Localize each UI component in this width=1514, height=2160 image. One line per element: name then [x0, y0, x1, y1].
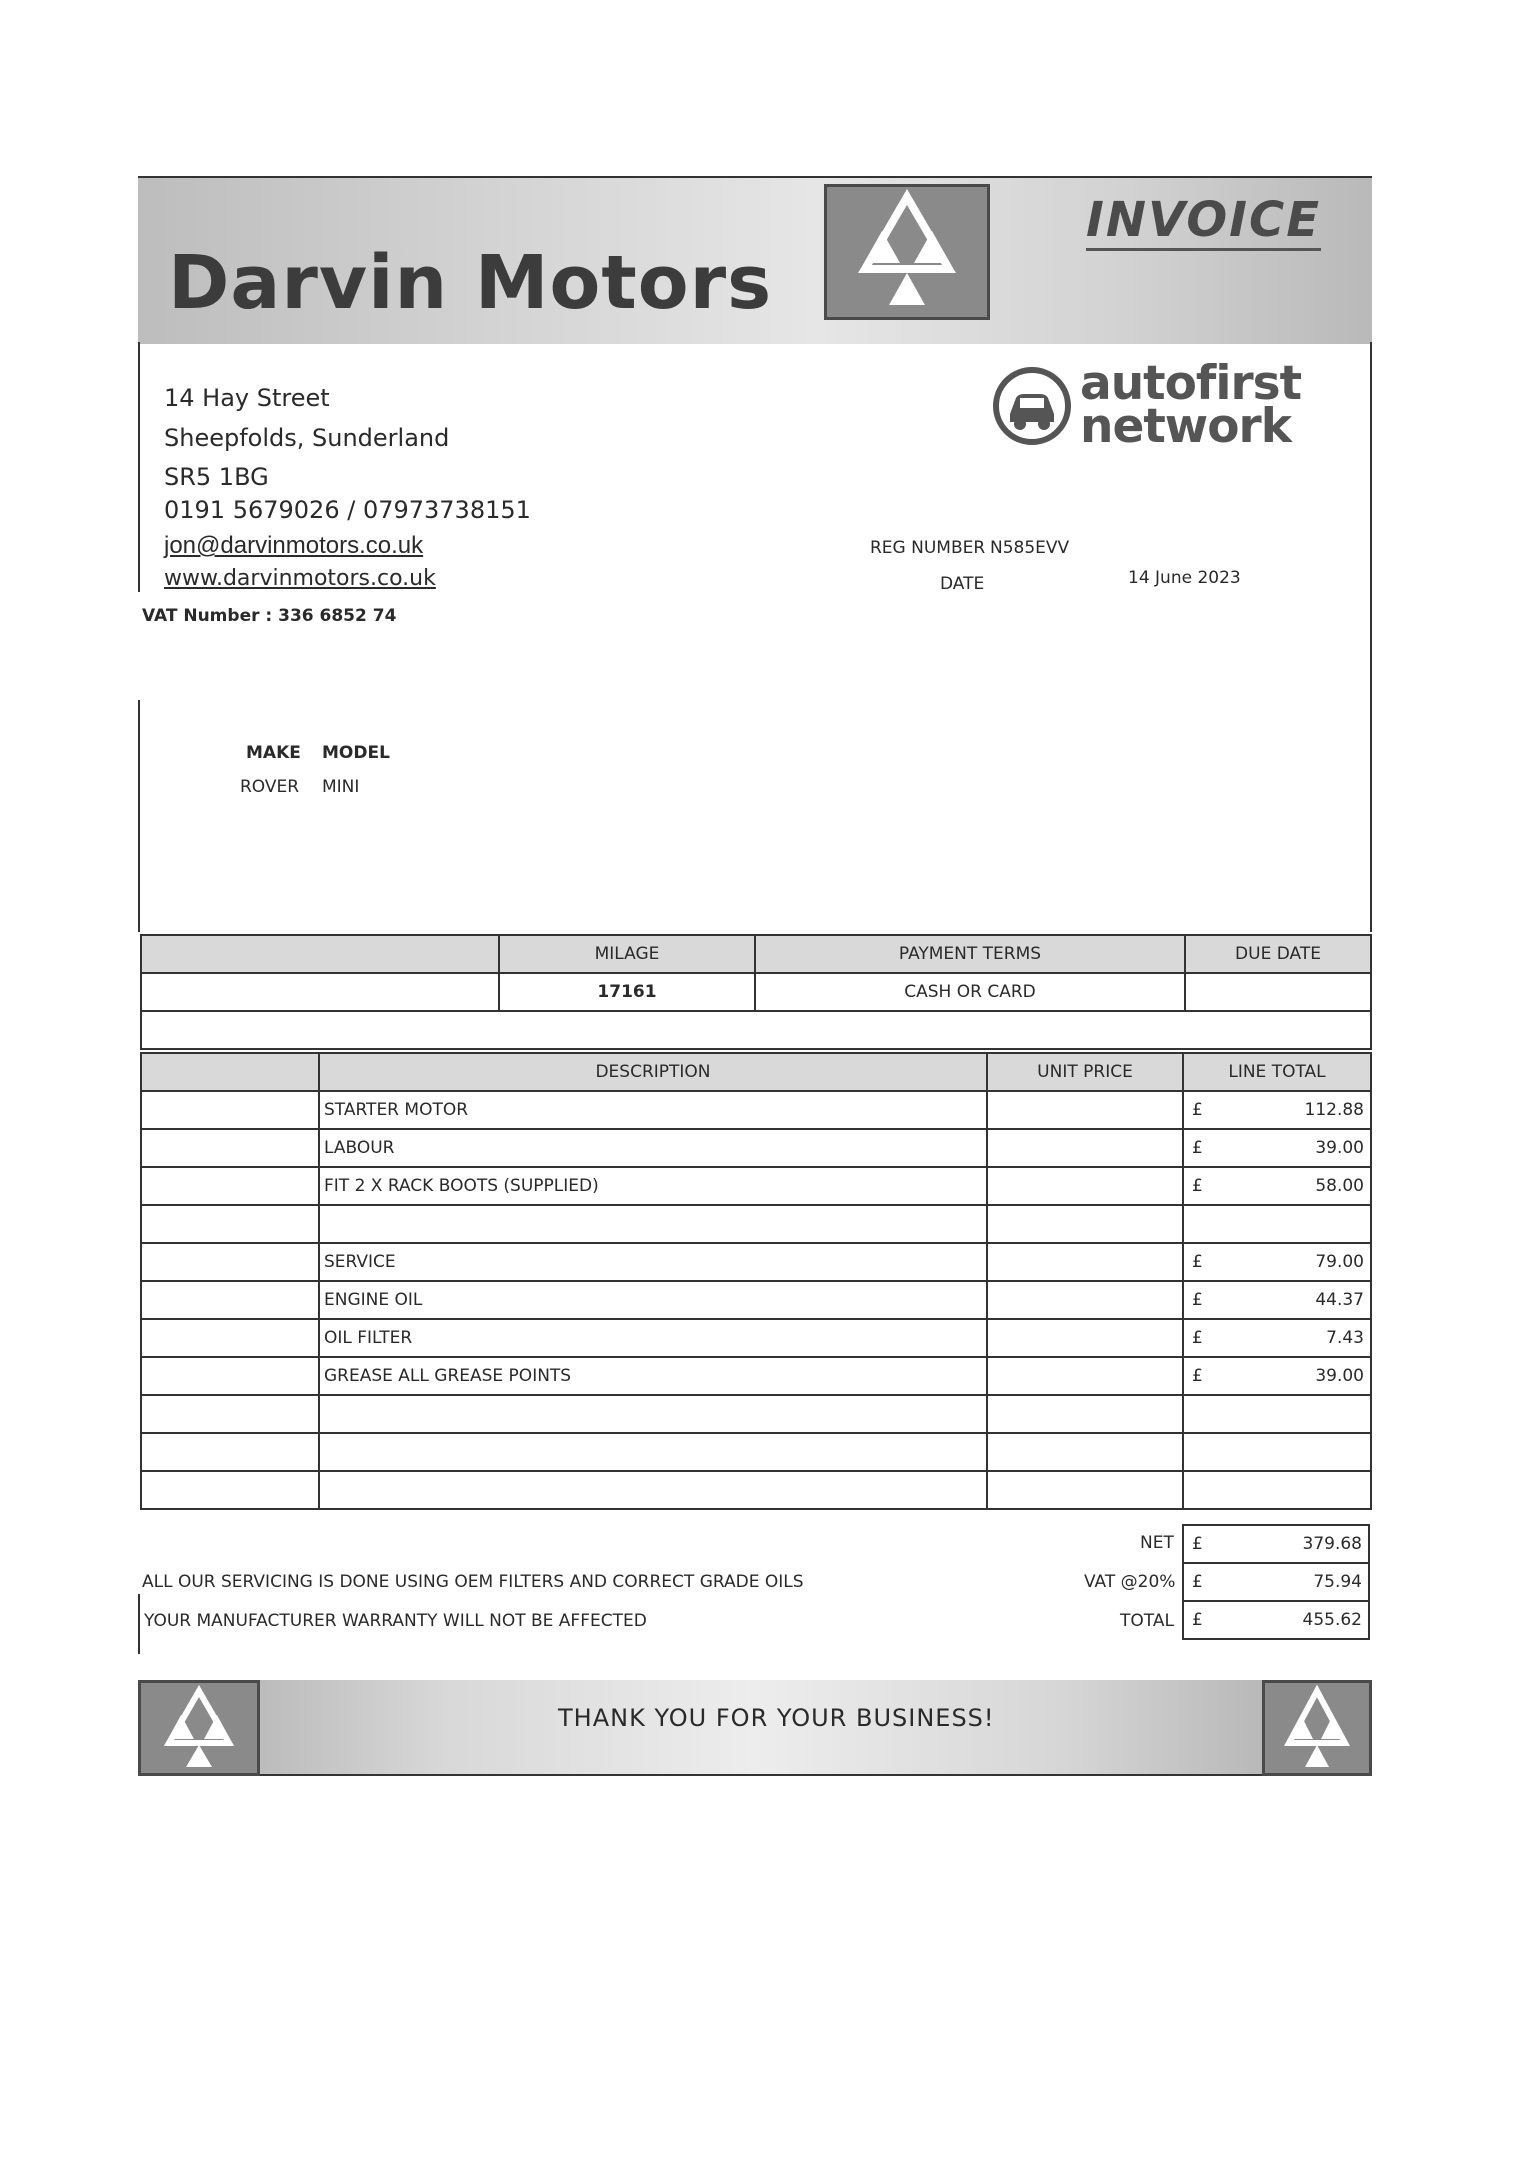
item-unit-price	[987, 1319, 1183, 1357]
item-description: FIT 2 X RACK BOOTS (SUPPLIED)	[319, 1167, 987, 1205]
terms-blank-header	[141, 935, 499, 973]
item-description: ENGINE OIL	[319, 1281, 987, 1319]
table-row	[141, 1471, 1371, 1509]
item-description	[319, 1471, 987, 1509]
reg-number-value: N585EVV	[990, 538, 1070, 558]
table-row	[141, 1205, 1371, 1243]
row-blank-cell	[141, 1129, 319, 1167]
row-blank-cell	[141, 1319, 319, 1357]
item-description: SERVICE	[319, 1243, 987, 1281]
model-value: MINI	[322, 777, 360, 797]
invoice-footer	[138, 1680, 1372, 1776]
website-link[interactable]: www.darvinmotors.co.uk	[164, 566, 436, 591]
payment-terms-value: CASH OR CARD	[755, 973, 1185, 1011]
row-blank-cell	[141, 1395, 319, 1433]
notes-line1: ALL OUR SERVICING IS DONE USING OEM FILTERS AND CORRECT GRADE OILS	[142, 1572, 804, 1592]
total-label: TOTAL	[1120, 1611, 1174, 1631]
row-blank-cell	[141, 1471, 319, 1509]
address-line2: Sheepfolds, Sunderland	[164, 424, 450, 452]
company-name: Darvin Motors	[168, 240, 773, 326]
table-row	[141, 1281, 1371, 1319]
reg-number-label: REG NUMBER	[870, 538, 986, 558]
item-description	[319, 1205, 987, 1243]
table-row	[141, 1091, 1371, 1129]
net-cell: £ 379.68	[1183, 1525, 1369, 1563]
mot-logo-right-icon	[1262, 1680, 1372, 1776]
vat-cell: £ 75.94	[1183, 1563, 1369, 1601]
table-row	[141, 1357, 1371, 1395]
item-unit-price	[987, 1433, 1183, 1471]
car-emblem-icon	[990, 364, 1074, 452]
item-unit-price	[987, 1243, 1183, 1281]
milage-header: MILAGE	[499, 935, 755, 973]
row-blank-cell	[141, 1357, 319, 1395]
item-unit-price	[987, 1205, 1183, 1243]
items-table	[140, 1052, 1372, 1510]
item-description: GREASE ALL GREASE POINTS	[319, 1357, 987, 1395]
due-date-value	[1185, 973, 1371, 1011]
item-description	[319, 1433, 987, 1471]
item-unit-price	[987, 1395, 1183, 1433]
item-line-total	[1183, 1395, 1371, 1433]
item-unit-price	[987, 1281, 1183, 1319]
item-line-total: £ 7.43	[1183, 1319, 1371, 1357]
terms-spacer-row	[141, 1011, 1371, 1049]
item-unit-price	[987, 1471, 1183, 1509]
mot-logo-left-icon	[138, 1680, 260, 1776]
milage-value: 17161	[499, 973, 755, 1011]
net-value: 379.68	[1302, 1534, 1362, 1554]
address-rule	[138, 342, 140, 592]
item-line-total: £ 79.00	[1183, 1243, 1371, 1281]
totals-table	[1182, 1524, 1370, 1640]
row-blank-cell	[141, 1243, 319, 1281]
item-unit-price	[987, 1091, 1183, 1129]
model-label: MODEL	[322, 743, 390, 763]
item-line-total: £ 39.00	[1183, 1129, 1371, 1167]
notes-line2: YOUR MANUFACTURER WARRANTY WILL NOT BE AFFECTED	[144, 1611, 647, 1631]
item-unit-price	[987, 1129, 1183, 1167]
table-row	[141, 1129, 1371, 1167]
invoice-header	[138, 176, 1372, 344]
vehicle-rule	[138, 700, 140, 932]
address-phone: 0191 5679026 / 07973738151	[164, 496, 531, 524]
vat-label: VAT @20%	[1084, 1572, 1176, 1592]
mot-logo-icon	[824, 184, 990, 320]
item-line-total: £ 112.88	[1183, 1091, 1371, 1129]
email-link[interactable]: jon@darvinmotors.co.uk	[164, 532, 424, 559]
item-line-total: £ 39.00	[1183, 1357, 1371, 1395]
item-line-total: £ 44.37	[1183, 1281, 1371, 1319]
table-row	[141, 1319, 1371, 1357]
date-label: DATE	[940, 574, 985, 594]
item-line-total	[1183, 1471, 1371, 1509]
right-border	[1370, 342, 1372, 932]
unit-price-header: UNIT PRICE	[987, 1053, 1183, 1091]
item-description: LABOUR	[319, 1129, 987, 1167]
notes-rule	[138, 1594, 140, 1654]
item-line-total: £ 58.00	[1183, 1167, 1371, 1205]
item-line-total	[1183, 1433, 1371, 1471]
table-row	[141, 1433, 1371, 1471]
item-description	[319, 1395, 987, 1433]
terms-blank-cell	[141, 973, 499, 1011]
row-blank-cell	[141, 1091, 319, 1129]
table-row	[141, 1243, 1371, 1281]
total-value: 455.62	[1302, 1610, 1362, 1630]
vat-value: 75.94	[1313, 1572, 1362, 1592]
row-blank-cell	[141, 1281, 319, 1319]
line-total-header: LINE TOTAL	[1183, 1053, 1371, 1091]
make-value: ROVER	[240, 777, 300, 797]
terms-table	[140, 934, 1372, 1050]
description-header: DESCRIPTION	[319, 1053, 987, 1091]
net-label: NET	[1140, 1533, 1174, 1553]
total-cell: £ 455.62	[1183, 1601, 1369, 1639]
item-description: STARTER MOTOR	[319, 1091, 987, 1129]
address-postcode: SR5 1BG	[164, 463, 269, 491]
items-blank-header	[141, 1053, 319, 1091]
autofirst-network-logo: autofirst network	[1080, 356, 1302, 454]
row-blank-cell	[141, 1205, 319, 1243]
vat-number: VAT Number : 336 6852 74	[142, 606, 397, 626]
payment-terms-header: PAYMENT TERMS	[755, 935, 1185, 973]
due-date-header: DUE DATE	[1185, 935, 1371, 973]
row-blank-cell	[141, 1433, 319, 1471]
item-description: OIL FILTER	[319, 1319, 987, 1357]
item-unit-price	[987, 1357, 1183, 1395]
address-line1: 14 Hay Street	[164, 384, 330, 412]
date-value: 14 June 2023	[1128, 568, 1241, 588]
make-label: MAKE	[246, 743, 301, 763]
item-line-total	[1183, 1205, 1371, 1243]
invoice-title: INVOICE	[1086, 192, 1321, 251]
row-blank-cell	[141, 1167, 319, 1205]
item-unit-price	[987, 1167, 1183, 1205]
thank-you-message: THANK YOU FOR YOUR BUSINESS!	[558, 1704, 995, 1732]
table-row	[141, 1395, 1371, 1433]
table-row	[141, 1167, 1371, 1205]
